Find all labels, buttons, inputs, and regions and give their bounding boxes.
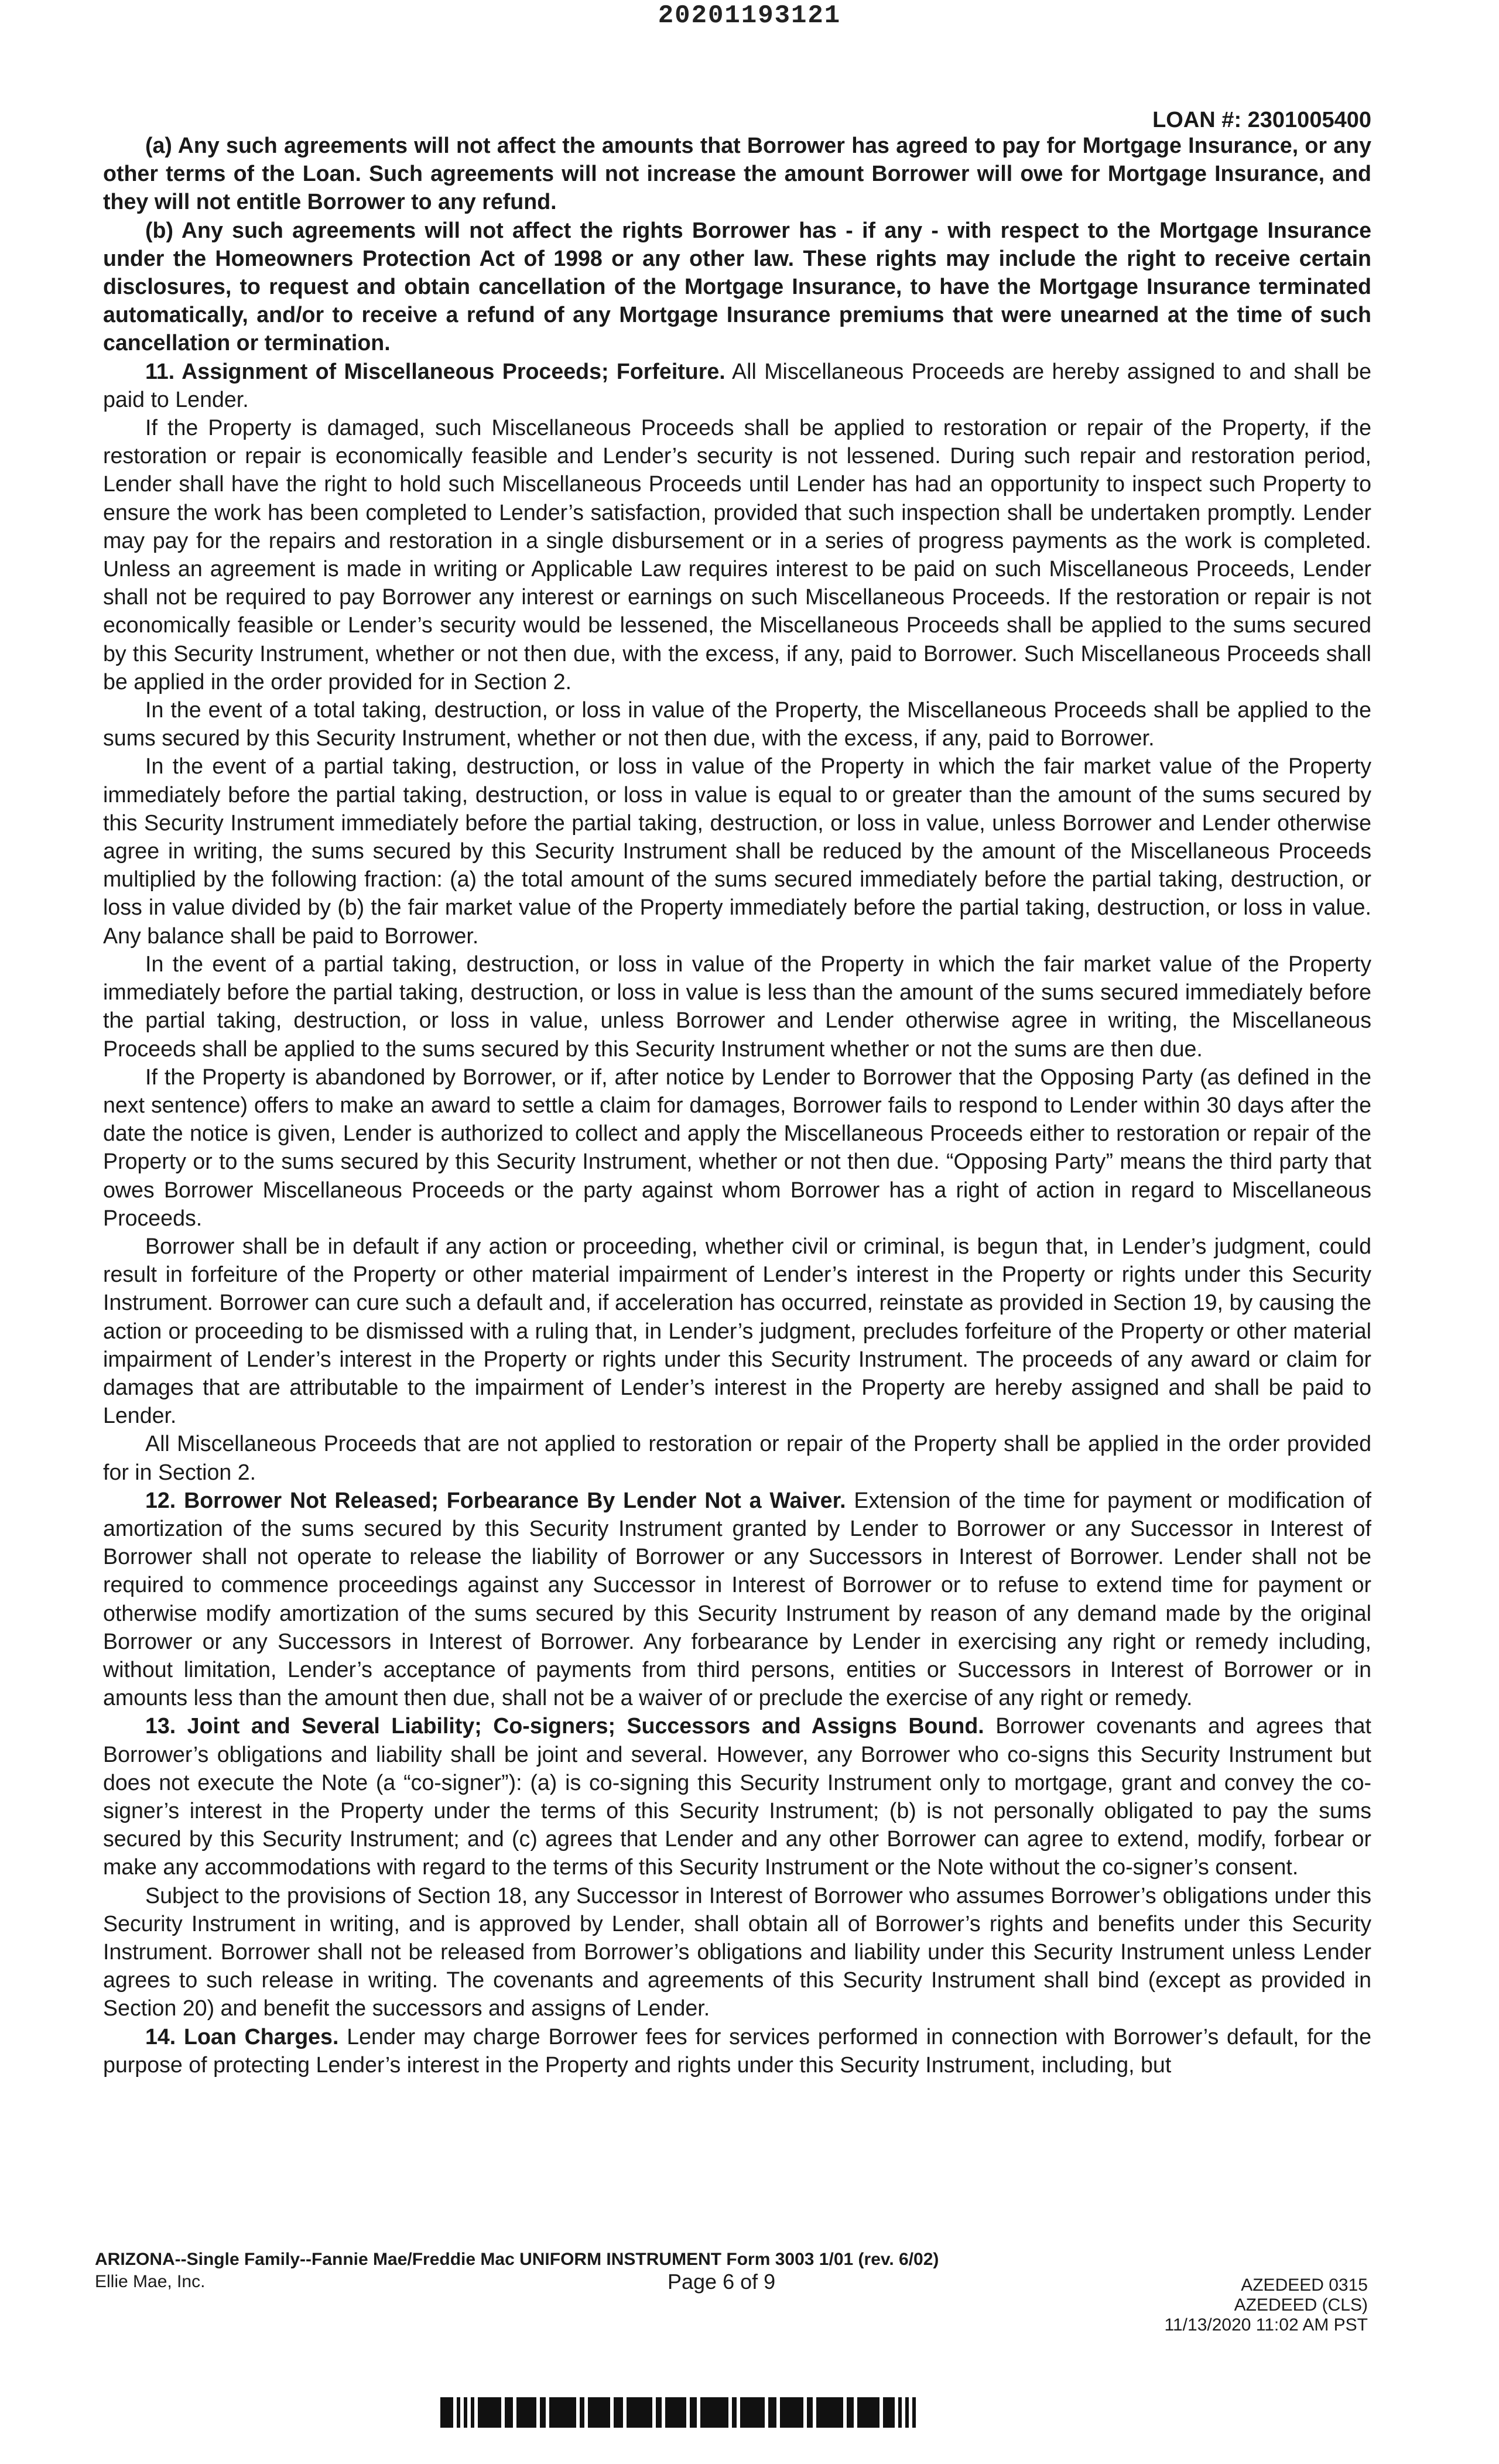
print-timestamp: 11/13/2020 11:02 AM PST <box>1164 2315 1368 2335</box>
barcode-bar <box>883 2397 895 2428</box>
loan-number: LOAN #: 2301005400 <box>1152 108 1371 132</box>
barcode-bar <box>857 2397 879 2428</box>
barcode <box>440 2397 1026 2428</box>
section-14-text: Lender may charge Borrower fees for services performed in connection with Borrower’s default, for the purpose of protecting Lender’s interest in the Property and rights under this Security Instrument, including, but <box>103 2024 1371 2077</box>
barcode-bar <box>898 2397 902 2428</box>
barcode-bar <box>627 2397 652 2428</box>
form-code-cls: AZEDEED (CLS) <box>1234 2295 1368 2315</box>
barcode-bar <box>700 2397 728 2428</box>
barcode-bar <box>768 2397 776 2428</box>
section-13 <box>103 1712 1371 1881</box>
barcode-bar <box>732 2397 737 2428</box>
barcode-bar <box>807 2397 813 2428</box>
barcode-bar <box>740 2397 765 2428</box>
form-identifier: ARIZONA--Single Family--Fannie Mae/Freddie Mac UNIFORM INSTRUMENT Form 3003 1/01 (rev. 6/02) <box>95 2250 939 2269</box>
section-12 <box>103 1486 1371 1712</box>
barcode-bar <box>816 2397 843 2428</box>
section-11-paragraph: In the event of a partial taking, destruction, or loss in value of the Property in which the fair market value of the Property immediately before the partial taking, destruction, or loss in value is less than the amount of the sums secured immediately before the partial taking, destruction, or loss in value, unless Borrower and Lender otherwise agree in writing, the Miscellaneous Proceeds shall be applied to the sums secured by this Security Instrument whether or not the sums are then due. <box>103 951 1371 1061</box>
footer-codes <box>1165 2275 1368 2335</box>
barcode-bar <box>588 2397 610 2428</box>
barcode-bar <box>905 2397 909 2428</box>
barcode-bar <box>464 2397 467 2428</box>
barcode-bar <box>457 2397 460 2428</box>
section-11-paragraph: All Miscellaneous Proceeds that are not applied to restoration or repair of the Property shall be applied in the order provided for in Section 2. <box>103 1431 1371 1484</box>
barcode-bar <box>614 2397 623 2428</box>
section-11-paragraph: If the Property is abandoned by Borrower, or if, after notice by Lender to Borrower that the Opposing Party (as defined in the next sentence) offers to make an award to settle a claim for damages, Borrower fails to respond to Lender within 30 days after the date the notice is given, Lender is authorized to collect and apply the Miscellaneous Proceeds either to restoration or repair of the Property or to the sums secured by this Security Instrument, whether or not then due. “Opposing Party” means the third party that owes Borrower Miscellaneous Proceeds or the party against whom Borrower has a right of action in regard to Miscellaneous Proceeds. <box>103 1064 1371 1230</box>
barcode-bar <box>665 2397 686 2428</box>
section-13-heading: 13. Joint and Several Liability; Co-signers; Successors and Assigns Bound. <box>145 1713 984 1739</box>
recording-number: 20201193121 <box>658 1 841 30</box>
section-13-text: Borrower covenants and agrees that Borrower’s obligations and liability shall be joint and several. However, any Borrower who co-signs this Security Instrument but does not execute the Note (a “co-signer”): (a) is co-signing this Security Instrument only to mortgage, grant and convey the co-signer’s interest in the Property under the terms of this Security Instrument; (b) is not personally obligated to pay the sums secured by this Security Instrument; and (c) agrees that Lender and any other Borrower can agree to extend, modify, forbear or make any accommodations with regard to the terms of this Security Instrument or the Note without the co-signer’s consent. <box>103 1713 1371 1880</box>
barcode-bar <box>549 2397 576 2428</box>
section-11-text: All Miscellaneous Proceeds are hereby assigned to and shall be paid to Lender. <box>103 358 1371 412</box>
section-13-paragraph: Subject to the provisions of Section 18, any Successor in Interest of Borrower who assumes Borrower’s obligations under this Security Instrument in writing, and is approved by Lender, shall obtain all of Borrower’s rights and benefits under this Security Instrument. Borrower shall not be released from Borrower’s obligations and liability under this Security Instrument unless Lender agrees to such release in writing. The covenants and agreements of this Security Instrument shall bind (except as provided in Section 20) and benefit the successors and assigns of Lender. <box>103 1883 1371 2021</box>
barcode-bar <box>516 2397 536 2428</box>
section-12-text: Extension of the time for payment or modification of amortization of the sums secured by this Security Instrument granted by Lender to Borrower or any Successor in Interest of Borrower shall not operate to release the liability of Borrower or any Successors in Interest of Borrower. Lender shall not be required to commence proceedings against any Successor in Interest of Borrower or to refuse to extend time for payment or otherwise modify amortization of the sums secured by this Security Instrument by reason of any demand made by the original Borrower or any Successors in Interest of Borrower. Any forbearance by Lender in exercising any right or remedy including, without limitation, Lender’s acceptance of payments from third persons, entities or Successors in Interest of Borrower or in amounts less than the amount then due, shall not be a waiver of or preclude the exercise of any right or remedy. <box>103 1487 1371 1710</box>
barcode-bar <box>580 2397 584 2428</box>
publisher: Ellie Mae, Inc. <box>95 2272 206 2291</box>
document-body <box>103 131 1371 2079</box>
barcode-bar <box>656 2397 662 2428</box>
section-11-paragraph: If the Property is damaged, such Miscellaneous Proceeds shall be applied to restoration or repair of the Property, if the restoration or repair is economically feasible and Lender’s security is not lessened. During such repair and restoration period, Lender shall have the right to hold such Miscellaneous Proceeds until Lender has had an opportunity to inspect such Property to ensure the work has been completed to Lender’s satisfaction, provided that such inspection shall be undertaken promptly. Lender may pay for the repairs and restoration in a single disbursement or in a series of progress payments as the work is completed. Unless an agreement is made in writing or Applicable Law requires interest to be paid on such Miscellaneous Proceeds, Lender shall not be required to pay Borrower any interest or earnings on such Miscellaneous Proceeds. If the restoration or repair is not economically feasible or Lender’s security would be lessened, the Miscellaneous Proceeds shall be applied to the sums secured by this Security Instrument, whether or not then due, with the excess, if any, paid to Borrower. Such Miscellaneous Proceeds shall be applied in the order provided for in Section 2. <box>103 415 1371 694</box>
section-11-paragraph: In the event of a total taking, destruction, or loss in value of the Property, the Miscellaneous Proceeds shall be applied to the sums secured by this Security Instrument, whether or not then due, with the excess, if any, paid to Borrower. <box>103 697 1371 751</box>
paragraph-a: (a) Any such agreements will not affect the amounts that Borrower has agreed to pay for Mortgage Insurance, or any other terms of the Loan. Such agreements will not increase the amount Borrower will owe for Mortgage Insurance, and they will not entitle Borrower to any refund. <box>103 133 1371 214</box>
section-11-paragraph: Borrower shall be in default if any action or proceeding, whether civil or criminal, is begun that, in Lender’s judgment, could result in forfeiture of the Property or other material impairment of Lender’s interest in the Property or rights under this Security Instrument. Borrower can cure such a default and, if acceleration has occurred, reinstate as provided in Section 19, by causing the action or proceeding to be dismissed with a ruling that, in Lender’s judgment, precludes forfeiture of the Property or other material impairment of Lender’s interest in the Property or rights under this Security Instrument. The proceeds of any award or claim for damages that are attributable to the impairment of Lender’s interest in the Property are hereby assigned and shall be paid to Lender. <box>103 1233 1371 1428</box>
barcode-bar <box>780 2397 803 2428</box>
barcode-bar <box>440 2397 453 2428</box>
section-11-heading: 11. Assignment of Miscellaneous Proceeds; Forfeiture. <box>145 358 725 384</box>
barcode-bar <box>505 2397 513 2428</box>
footer-form-info <box>95 2249 939 2293</box>
barcode-bar <box>912 2397 916 2428</box>
section-12-heading: 12. Borrower Not Released; Forbearance By Lender Not a Waiver. <box>145 1487 846 1512</box>
barcode-bar <box>471 2397 474 2428</box>
section-14-heading: 14. Loan Charges. <box>145 2024 339 2049</box>
section-11-paragraph: In the event of a partial taking, destruction, or loss in value of the Property in which the fair market value of the Property immediately before the partial taking, destruction, or loss in value is equal to or greater than the amount of the sums secured by this Security Instrument immediately before the partial taking, destruction, or loss in value, unless Borrower and Lender otherwise agree in writing, the sums secured by this Security Instrument shall be reduced by the amount of the Miscellaneous Proceeds multiplied by the following fraction: (a) the total amount of the sums secured immediately before the partial taking, destruction, or loss in value divided by (b) the fair market value of the Property immediately before the partial taking, destruction, or loss in value. Any balance shall be paid to Borrower. <box>103 754 1371 948</box>
section-14 <box>103 2022 1371 2079</box>
barcode-bar <box>847 2397 854 2428</box>
paragraph-b: (b) Any such agreements will not affect the rights Borrower has - if any - with respect to the Mortgage Insurance under the Homeowners Protection Act of 1998 or any other law. These rights may include the right to receive certain disclosures, to request and obtain cancellation of the Mortgage Insurance, to have the Mortgage Insurance terminated automatically, and/or to receive a refund of any Mortgage Insurance premiums that were unearned at the time of such cancellation or termination. <box>103 217 1371 355</box>
barcode-bar <box>478 2397 501 2428</box>
barcode-bar <box>540 2397 546 2428</box>
barcode-bar <box>690 2397 697 2428</box>
section-11 <box>103 357 1371 413</box>
page-number: Page 6 of 9 <box>668 2270 776 2294</box>
form-code: AZEDEED 0315 <box>1241 2275 1368 2295</box>
